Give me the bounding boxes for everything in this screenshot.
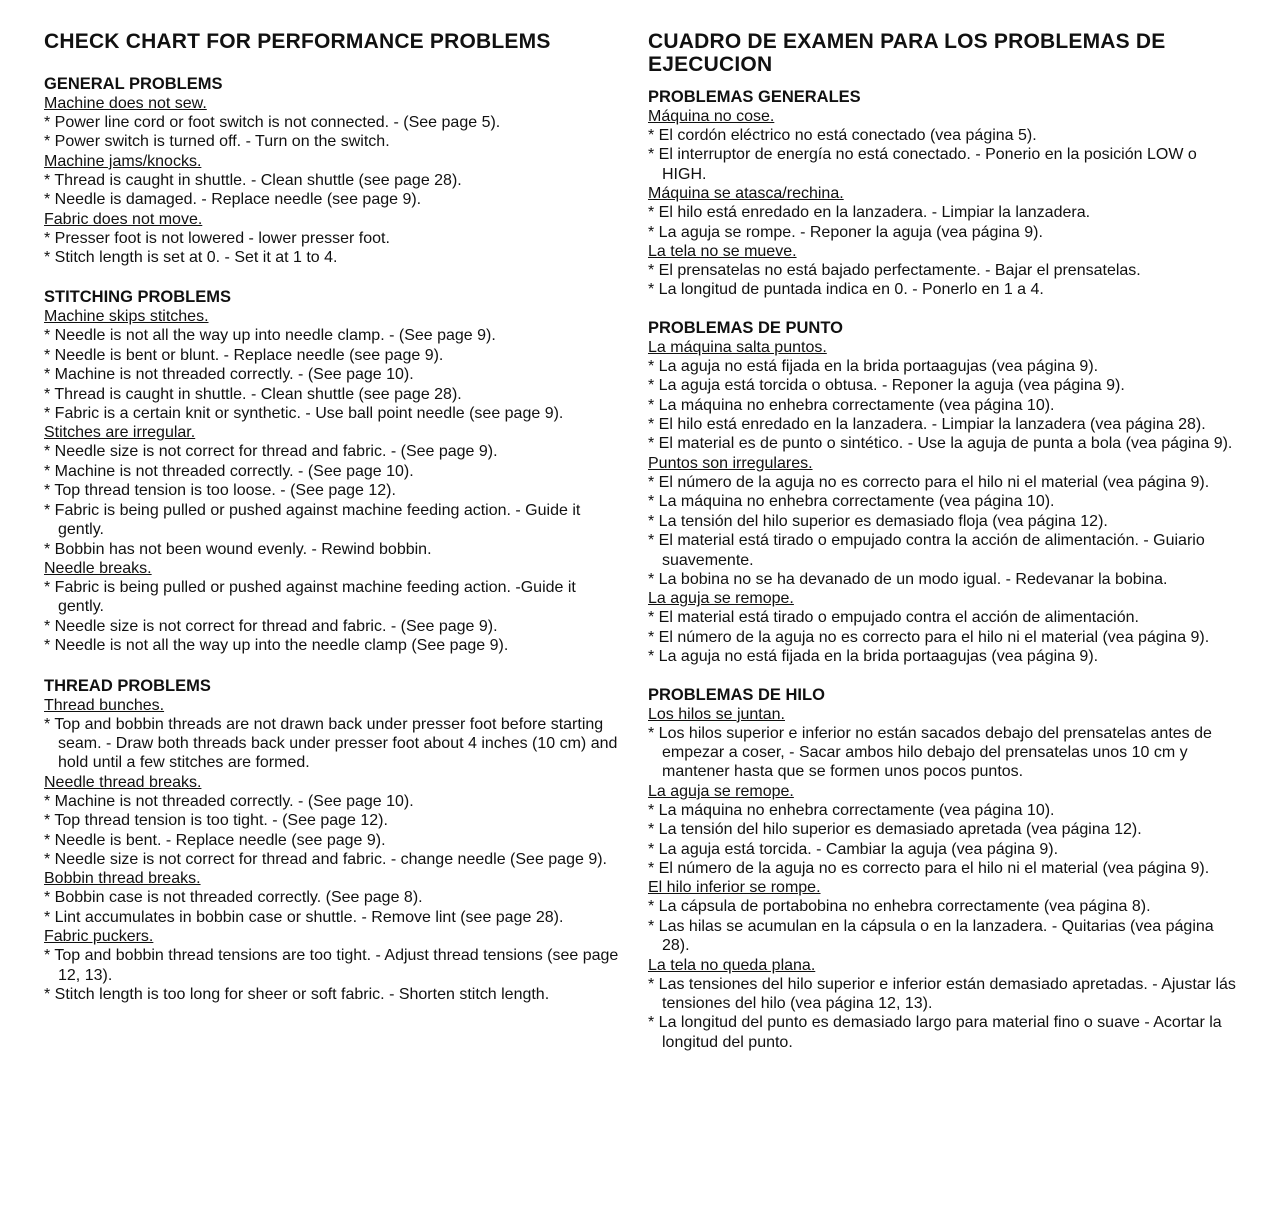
symptom-heading: Stitches are irregular.	[44, 424, 196, 442]
section-title: PROBLEMAS GENERALES	[648, 88, 861, 106]
list-item: * La longitud de puntada indica en 0. - Ponerlo en 1 a 4.	[648, 281, 1044, 299]
list-item: * El número de la aguja no es correcto para el hilo ni el material (vea página 9).	[648, 473, 1210, 491]
symptom-heading: Machine does not sew.	[44, 95, 207, 112]
list-item: * Machine is not threaded correctly. - (See page 10).	[44, 366, 414, 384]
list-item: * El número de la aguja no es correcto para el hilo ni el material (vea página 9).	[648, 628, 1210, 646]
symptom-heading: El hilo inferior se rompe.	[648, 879, 821, 897]
symptom-heading: Needle thread breaks.	[44, 773, 202, 791]
list-item: * La tensión del hilo superior es demasiado floja (vea página 12).	[648, 512, 1108, 530]
symptom-heading: Machine jams/knocks.	[44, 152, 202, 170]
list-item: * Top and bobbin threads are not drawn back under presser foot before starting seam. - Draw both threads back under presser foot about 4 inches (10 cm) and hold until a few stitches are formed.	[44, 715, 618, 772]
list-item: * Thread is caught in shuttle. - Clean shuttle (see page 28).	[44, 171, 462, 189]
symptom-heading: Bobbin thread breaks.	[44, 870, 201, 888]
list-item: * Bobbin case is not threaded correctly. (See page 8).	[44, 889, 423, 907]
list-item: * Fabric is a certain knit or synthetic. - Use ball point needle (see page 9).	[44, 405, 564, 423]
list-item: * El material está tirado o empujado contra la acción de alimentación. - Guiario suavemente.	[648, 532, 1205, 569]
list-item: * Stitch length is too long for sheer or soft fabric. - Shorten stitch length.	[44, 986, 550, 1003]
list-item: * La aguja se rompe. - Reponer la aguja (vea página 9).	[648, 223, 1043, 241]
list-item: * Los hilos superior e inferior no están sacados debajo del prensatelas antes de empezar a coser, - Sacar ambos hilo debajo del prensatelas unos 10 cm y mantener hasta que se formen unos pocos puntos.	[648, 724, 1212, 781]
list-item: * Fabric is being pulled or pushed against machine feeding action. -Guide it gently.	[44, 578, 576, 616]
list-item: * El prensatelas no está bajado perfectamente. - Bajar el prensatelas.	[648, 262, 1141, 280]
symptom-heading: Needle breaks.	[44, 559, 152, 577]
list-item: * La longitud del punto es demasiado largo para material fino o suave - Acortar la longitud del punto.	[648, 1014, 1222, 1051]
symptom-heading: Machine skips stitches.	[44, 308, 209, 326]
list-item: * El material es de punto o sintético. - Use la aguja de punta a bola (vea página 9).	[648, 435, 1233, 453]
symptom-heading: Fabric puckers.	[44, 928, 154, 946]
list-item: * La tensión del hilo superior es demasiado apretada (vea página 12).	[648, 821, 1142, 839]
list-item: * Needle is not all the way up into the needle clamp (See page 9).	[44, 637, 509, 655]
section-title: PROBLEMAS DE PUNTO	[648, 318, 843, 337]
list-item: * Top thread tension is too tight. - (See page 12).	[44, 812, 388, 830]
list-item: * Presser foot is not lowered - lower presser foot.	[44, 229, 390, 247]
list-item: * Needle size is not correct for thread and fabric. - (See page 9).	[44, 443, 498, 461]
list-item: * Thread is caught in shuttle. - Clean shuttle (see page 28).	[44, 385, 462, 403]
section-title: THREAD PROBLEMS	[44, 676, 211, 695]
list-item: * El número de la aguja no es correcto para el hilo ni el material (vea página 9).	[648, 859, 1210, 877]
list-item: * La bobina no se ha devanado de un modo igual. - Redevanar la bobina.	[648, 570, 1168, 588]
list-item: * Power line cord or foot switch is not connected. - (See page 5).	[44, 114, 501, 131]
section-title: GENERAL PROBLEMS	[44, 75, 223, 93]
list-item: * La máquina no enhebra correctamente (vea página 10).	[648, 801, 1055, 819]
list-item: * Power switch is turned off. - Turn on the switch.	[44, 133, 390, 151]
list-item: * La máquina no enhebra correctamente (vea página 10).	[648, 396, 1055, 414]
list-item: * La cápsula de portabobina no enhebra correctamente (vea página 8).	[648, 898, 1151, 916]
list-item: * Machine is not threaded correctly. - (See page 10).	[44, 792, 414, 810]
list-item: * La aguja está torcida. - Cambiar la aguja (vea página 9).	[648, 840, 1059, 858]
left-column-english	[44, 30, 624, 1025]
list-item: * Bobbin has not been wound evenly. - Rewind bobbin.	[44, 540, 432, 558]
list-item: * La aguja no está fijada en la brida portaagujas (vea página 9).	[648, 357, 1099, 375]
page-title: CHECK CHART FOR PERFORMANCE PROBLEMS	[44, 30, 551, 53]
list-item: * El hilo está enredado en la lanzadera. - Limpiar la lanzadera.	[648, 204, 1091, 222]
symptom-heading: La máquina salta puntos.	[648, 338, 827, 356]
list-item: * Needle is not all the way up into needle clamp. - (See page 9).	[44, 327, 496, 345]
sections-container	[44, 75, 624, 1004]
symptom-heading: Fabric does not move.	[44, 210, 203, 228]
list-item: * Needle is bent. - Replace needle (see page 9).	[44, 831, 386, 849]
list-item: * Fabric is being pulled or pushed against machine feeding action. - Guide it gently.	[44, 501, 581, 539]
list-item: * Top and bobbin thread tensions are too tight. - Adjust thread tensions (see page 12, 13).	[44, 947, 619, 984]
symptom-heading: La aguja se remope.	[648, 782, 794, 800]
list-item: * Top thread tension is too loose. - (See page 12).	[44, 482, 396, 500]
list-item: * El hilo está enredado en la lanzadera. - Limpiar la lanzadera (vea página 28).	[648, 416, 1206, 434]
symptom-heading: La aguja se remope.	[648, 590, 794, 608]
problem-section	[44, 677, 624, 1005]
sections-container	[648, 88, 1238, 1052]
problem-section	[648, 88, 1238, 300]
symptom-heading: La tela no se mueve.	[648, 243, 797, 261]
list-item: * El material está tirado o empujado contra el acción de alimentación.	[648, 609, 1139, 627]
symptom-heading: Puntos son irregulares.	[648, 454, 813, 472]
list-item: * La aguja no está fijada en la brida portaagujas (vea página 9).	[648, 648, 1099, 666]
symptom-heading: Los hilos se juntan.	[648, 705, 785, 723]
list-item: * Needle size is not correct for thread and fabric. - change needle (See page 9).	[44, 850, 607, 868]
symptom-heading: Thread bunches.	[44, 696, 165, 714]
symptom-heading: Máquina se atasca/rechina.	[648, 185, 844, 203]
list-item: * Needle size is not correct for thread and fabric. - (See page 9).	[44, 617, 498, 635]
problem-section	[648, 319, 1238, 667]
symptom-heading: La tela no queda plana.	[648, 956, 816, 974]
problem-section	[44, 288, 624, 655]
symptom-heading: Máquina no cose.	[648, 108, 775, 125]
list-item: * Needle is damaged. - Replace needle (see page 9).	[44, 191, 422, 209]
section-title: STITCHING PROBLEMS	[44, 288, 232, 307]
list-item: * Las hilas se acumulan en la cápsula o en la lanzadera. - Quitarias (vea página 28).	[648, 917, 1214, 955]
list-item: * Machine is not threaded correctly. - (See page 10).	[44, 462, 414, 480]
list-item: * Lint accumulates in bobbin case or shuttle. - Remove lint (see page 28).	[44, 908, 564, 926]
list-item: * Needle is bent or blunt. - Replace needle (see page 9).	[44, 346, 444, 364]
list-item: * La aguja está torcida o obtusa. - Reponer la aguja (vea página 9).	[648, 377, 1125, 395]
list-item: * El interruptor de energía no está conectado. - Ponerio en la posición LOW o HIGH.	[648, 146, 1197, 183]
list-item: * Stitch length is set at 0. - Set it at 1 to 4.	[44, 249, 338, 267]
right-column-spanish	[648, 30, 1238, 1071]
problem-section	[648, 686, 1238, 1053]
list-item: * La máquina no enhebra correctamente (vea página 10).	[648, 493, 1055, 511]
list-item: * El cordón eléctrico no está conectado (vea página 5).	[648, 127, 1037, 144]
list-item: * Las tensiones del hilo superior e inferior están demasiado apretadas. - Ajustar lás tensiones del hilo (vea página 12, 13).	[648, 975, 1236, 1012]
problem-section	[44, 75, 624, 267]
section-title: PROBLEMAS DE HILO	[648, 685, 825, 704]
page-title: CUADRO DE EXAMEN PARA LOS PROBLEMAS DE EJECUCION	[648, 30, 1166, 76]
